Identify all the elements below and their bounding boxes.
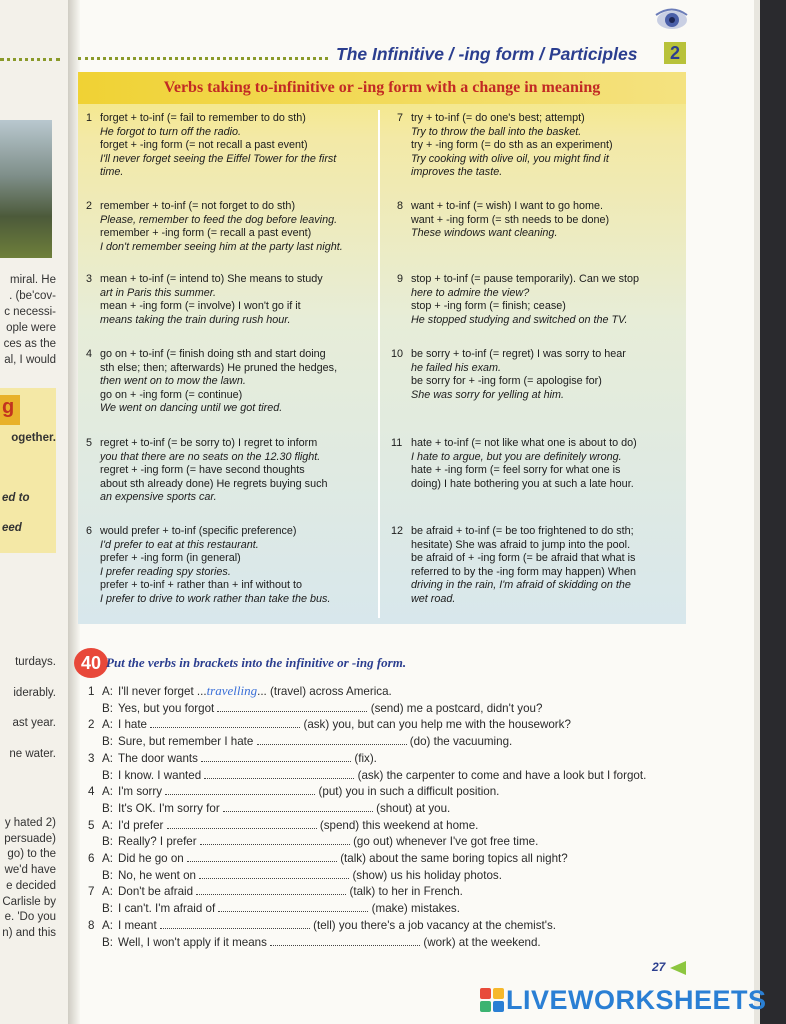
sentence-end: (spend) this weekend at home.	[316, 818, 479, 832]
speaker-label: A:	[102, 785, 113, 799]
rule-definition: be afraid + to-inf (= be too frightened to do sth;	[411, 525, 634, 537]
rule-example: here to admire the view?	[411, 286, 530, 299]
answer-blank-input[interactable]	[165, 783, 315, 795]
rule-example: We went on dancing until we got tired.	[100, 402, 283, 415]
item-number: 7	[88, 885, 95, 899]
sentence-start: Well, I won't apply if it means	[118, 935, 271, 949]
left-page-text: ast year.	[12, 717, 56, 729]
rule-example: then went on to mow the lawn.	[100, 375, 246, 388]
rule-example: He forgot to turn off the radio.	[100, 125, 242, 138]
rule-number: 8	[397, 200, 404, 212]
left-page-text: y hated 2)	[4, 817, 56, 829]
sentence-start: Really? I prefer	[118, 835, 200, 849]
rule-example: He stopped studying and switched on the TV.	[411, 313, 628, 326]
rule-entry	[397, 112, 683, 180]
item-number: 1	[88, 685, 95, 698]
exercise-instruction: Put the verbs in brackets into the infinitive or -ing form.	[106, 655, 407, 670]
rule-number: 9	[397, 273, 404, 285]
rule-number: 5	[86, 437, 93, 449]
rule-entry	[86, 437, 372, 505]
answer-blank-input[interactable]	[201, 750, 351, 762]
item-number: 2	[88, 718, 95, 732]
answer-blank-input[interactable]	[196, 883, 346, 895]
rule-definition: doing) I hate bothering you at such a late hour.	[411, 477, 634, 490]
rule-definition: hate + to-inf (= not like what one is about to do)	[411, 437, 637, 449]
exercise-line	[88, 934, 541, 951]
exercise-line	[88, 850, 568, 867]
rule-definition: try + to-inf (= do one's best; attempt)	[411, 112, 585, 124]
rule-definition: be sorry for + -ing form (= apologise for)	[411, 375, 602, 388]
sentence-start: It's OK. I'm sorry for	[118, 801, 223, 815]
answer-blank-input[interactable]	[199, 867, 349, 879]
rule-entry	[86, 200, 372, 254]
answer-blank-input[interactable]	[187, 850, 337, 862]
left-page-text: ne water.	[9, 748, 56, 760]
rule-example: I hate to argue, but you are definitely wrong.	[411, 450, 622, 463]
speaker-label: A:	[102, 685, 113, 698]
exercise-line	[88, 767, 646, 784]
left-page-text: eed	[2, 522, 22, 534]
item-number: 8	[88, 918, 95, 932]
speaker-label: B:	[102, 835, 113, 849]
sentence-end: (ask) the carpenter to come and have a look but I forgot.	[354, 768, 647, 782]
eye-icon	[652, 6, 688, 36]
rule-entry	[397, 273, 683, 327]
answer-blank-input[interactable]	[270, 934, 420, 946]
train-photo	[0, 120, 52, 258]
rule-example: improves the taste.	[411, 166, 503, 179]
rule-entry	[86, 112, 372, 180]
left-page-text: c necessi-	[4, 306, 56, 318]
sentence-start: Did he go on	[118, 852, 187, 865]
rule-definition: be afraid of + -ing form (= be afraid that what is	[411, 552, 636, 565]
previous-page-strip	[0, 0, 69, 1024]
sentence-end: (ask) you, but can you help me with the housework?	[300, 718, 571, 732]
rule-definition: stop + to-inf (= pause temporarily). Can we stop	[411, 273, 640, 285]
sentence-end: (work) at the weekend.	[420, 935, 541, 949]
speaker-label: A:	[102, 718, 113, 732]
rule-example: These windows want cleaning.	[411, 227, 558, 240]
rule-entry	[86, 273, 372, 327]
sentence-start: I'll never forget ...	[118, 685, 207, 698]
left-dotted-rule	[0, 58, 60, 61]
rule-definition: regret + -ing form (= have second thoughts	[100, 464, 305, 477]
answer-blank-input[interactable]	[218, 900, 368, 912]
sentence-end: (put) you in such a difficult position.	[315, 785, 500, 799]
rule-example: I don't remember seeing him at the party last night.	[100, 240, 343, 253]
rule-example: I prefer reading spy stories.	[100, 565, 231, 578]
rule-definition: stop + -ing form (= finish; cease)	[411, 300, 566, 313]
rule-number: 3	[86, 273, 93, 285]
sentence-start: I meant	[118, 918, 160, 932]
rule-definition: regret + to-inf (= be sorry to) I regret to inform	[100, 437, 318, 449]
rule-entry	[86, 525, 372, 607]
speaker-label: B:	[102, 868, 113, 882]
liveworksheets-logo[interactable]	[480, 985, 767, 1015]
rule-number: 1	[86, 112, 93, 124]
rule-definition: want + to-inf (= wish) I want to go home.	[411, 200, 604, 212]
speaker-label: B:	[102, 735, 113, 749]
left-page-text: e decided	[6, 879, 56, 892]
rule-definition: mean + to-inf (= intend to) She means to study	[100, 273, 323, 285]
header-dotted-rule	[78, 57, 328, 60]
sentence-end: (talk) to her in French.	[346, 885, 463, 899]
sentence-start: Yes, but you forgot	[118, 701, 218, 715]
speaker-label: B:	[102, 768, 113, 782]
sentence-end: (make) mistakes.	[368, 902, 460, 916]
rule-definition: hate + -ing form (= feel sorry for what one is	[411, 464, 621, 477]
rule-example: I prefer to drive to work rather than take the bus.	[100, 592, 331, 605]
answer-blank-input[interactable]	[217, 700, 367, 712]
rule-definition: sth else; then; afterwards) He pruned the hedges,	[100, 361, 338, 374]
speaker-label: B:	[102, 701, 113, 715]
sentence-end: (fix).	[351, 751, 377, 765]
sentence-start: I can't. I'm afraid of	[118, 902, 219, 916]
sentence-start: I hate	[118, 718, 151, 732]
table-title: Verbs taking to-infinitive or -ing form with a change in meaning	[78, 72, 686, 104]
answer-blank-input[interactable]	[257, 733, 407, 745]
exercise-line	[88, 683, 392, 700]
speaker-label: B:	[102, 902, 113, 916]
sentence-start: Don't be afraid	[118, 885, 197, 899]
rule-example: means taking the train during rush hour.	[100, 313, 291, 326]
left-page-text: . (be'cov-	[9, 290, 56, 302]
answer-blank-input[interactable]	[204, 767, 354, 779]
answer-blank-input[interactable]	[200, 833, 350, 845]
rule-definition: hesitate) She was afraid to jump into the pool.	[411, 538, 631, 551]
exercise-line	[88, 900, 460, 917]
rule-example: you that there are no seats on the 12.30 flight.	[100, 450, 321, 463]
rule-definition: try + -ing form (= do sth as an experiment)	[411, 139, 613, 152]
exercise-line	[88, 783, 499, 800]
rule-number: 11	[391, 437, 403, 449]
rule-example: wet road.	[411, 592, 456, 605]
left-page-text: ed to	[2, 492, 30, 504]
rule-definition: go on + to-inf (= finish doing sth and start doing	[100, 348, 326, 360]
column-divider	[378, 110, 380, 618]
sentence-end: (tell) you there's a job vacancy at the chemist's.	[309, 918, 556, 932]
page-title: The Infinitive / -ing form / Participles	[336, 44, 638, 64]
rule-definition: forget + -ing form (= not recall a past event)	[100, 139, 308, 152]
speaker-label: A:	[102, 885, 113, 899]
exercise-line	[88, 800, 450, 817]
rule-definition: remember + -ing form (= recall a past event)	[100, 227, 312, 240]
left-heading-letter: g	[2, 396, 15, 418]
rule-number: 10	[391, 348, 404, 360]
rule-entry	[391, 348, 683, 402]
left-page-text: ople were	[6, 322, 56, 334]
rule-example: he failed his exam.	[411, 361, 502, 374]
rule-example: Try to throw the ball into the basket.	[411, 125, 582, 138]
rule-entry	[86, 348, 372, 416]
rule-example: Try cooking with olive oil, you might find it	[411, 152, 609, 165]
left-page-text: n) and this	[2, 926, 56, 939]
sentence-start: The door wants	[118, 751, 202, 765]
left-page-text: go) to the	[7, 848, 56, 861]
exercise-line	[88, 833, 538, 850]
rule-example: an expensive sports car.	[100, 491, 217, 504]
item-number: 3	[88, 751, 95, 765]
left-page-text: ces as the	[3, 338, 56, 350]
page-number: 27	[652, 960, 666, 974]
item-number: 4	[88, 785, 95, 799]
sentence-end: (show) us his holiday photos.	[349, 868, 502, 882]
sentence-end: (talk) about the same boring topics all night?	[336, 852, 568, 865]
left-page-text: Carlisle by	[2, 895, 56, 908]
rule-definition: remember + to-inf (= not forget to do sth)	[100, 200, 296, 212]
exercise-number-badge: 40	[74, 648, 108, 678]
left-page-text: al, I would	[4, 354, 56, 366]
speaker-label: A:	[102, 918, 113, 932]
sentence-end: (send) me a postcard, didn't you?	[367, 701, 543, 715]
rule-definition: about sth already done) He regrets buying such	[100, 477, 328, 490]
speaker-label: B:	[102, 801, 113, 815]
exercise-line	[88, 883, 463, 900]
rule-example: I'll never forget seeing the Eiffel Tower for the first	[100, 152, 337, 165]
rule-definition: prefer + to-inf + rather than + inf without to	[100, 579, 302, 592]
rule-entry	[391, 437, 683, 491]
rule-definition: forget + to-inf (= fail to remember to do sth)	[100, 112, 306, 124]
grammar-table	[78, 72, 686, 624]
sentence-end: (go out) whenever I've got free time.	[349, 835, 539, 849]
rule-definition: referred to by the -ing form may happen) When	[411, 565, 637, 578]
sentence-start: No, he went on	[118, 868, 200, 882]
chapter-badge: 2	[664, 42, 686, 64]
left-page-text: turdays.	[15, 656, 56, 668]
rule-example: Please, remember to feed the dog before leaving.	[100, 213, 338, 226]
answer-blank-input[interactable]	[223, 800, 373, 812]
rule-number: 12	[391, 525, 404, 537]
logo-grid-icon	[480, 988, 504, 1012]
rule-definition: prefer + -ing form (in general)	[100, 552, 241, 565]
exercise-line	[88, 700, 542, 717]
rule-example: time.	[100, 166, 124, 179]
sentence-start: Sure, but remember I hate	[118, 735, 257, 749]
sentence-start: I know. I wanted	[118, 768, 205, 782]
rule-number: 2	[86, 200, 93, 212]
rule-entry	[391, 525, 683, 607]
page-arrow-icon	[670, 961, 686, 975]
rule-definition: want + -ing form (= sth needs to be done)	[411, 213, 610, 226]
item-number: 5	[88, 818, 95, 832]
watermark-text: LIVEWORKSHEETS	[506, 984, 767, 1015]
left-page-text: e. 'Do you	[4, 911, 56, 924]
rule-number: 7	[397, 112, 404, 124]
left-page-text: miral. He	[9, 274, 56, 286]
sentence-end: (shout) at you.	[372, 801, 451, 815]
answer-blank-input[interactable]	[167, 817, 317, 829]
item-number: 6	[88, 852, 95, 865]
rule-example: driving in the rain, I'm afraid of skidding on the	[411, 579, 631, 592]
exercise-line	[88, 716, 571, 733]
left-page-text: persuade)	[4, 832, 56, 845]
exercise-line	[88, 917, 556, 934]
answer-blank-input[interactable]	[160, 917, 310, 929]
left-page-text: we'd have	[4, 864, 56, 877]
exercise-line	[88, 733, 512, 750]
rule-number: 6	[86, 525, 93, 537]
exercise-line	[88, 867, 502, 884]
rule-definition: be sorry + to-inf (= regret) I was sorry to hear	[411, 348, 626, 360]
speaker-label: A:	[102, 818, 113, 832]
exercise-line	[88, 817, 478, 834]
left-page-text: iderably.	[13, 687, 56, 699]
rule-definition: go on + -ing form (= continue)	[100, 388, 243, 401]
sentence-end: (do) the vacuuming.	[406, 735, 513, 749]
answer-blank-input[interactable]	[150, 716, 300, 728]
left-page-text: ogether.	[11, 432, 56, 444]
sentence-start: I'd prefer	[118, 818, 167, 832]
speaker-label: A:	[102, 751, 113, 765]
speaker-label: B:	[102, 935, 113, 949]
rule-number: 4	[86, 348, 93, 360]
rule-definition: would prefer + to-inf (specific preference)	[100, 525, 297, 537]
answer-field[interactable]: travelling	[206, 683, 258, 698]
rule-definition: mean + -ing form (= involve) I won't go if it	[100, 300, 301, 313]
rule-example: I'd prefer to eat at this restaurant.	[100, 538, 259, 551]
exercise-line	[88, 750, 377, 767]
rule-example: She was sorry for yelling at him.	[411, 388, 565, 401]
sentence-start: I'm sorry	[118, 785, 166, 799]
rule-example: art in Paris this summer.	[100, 286, 216, 299]
speaker-label: A:	[102, 852, 113, 865]
rule-entry	[397, 200, 683, 241]
right-page-edge	[754, 0, 786, 1024]
sentence-end: ... (travel) across America.	[257, 685, 392, 698]
